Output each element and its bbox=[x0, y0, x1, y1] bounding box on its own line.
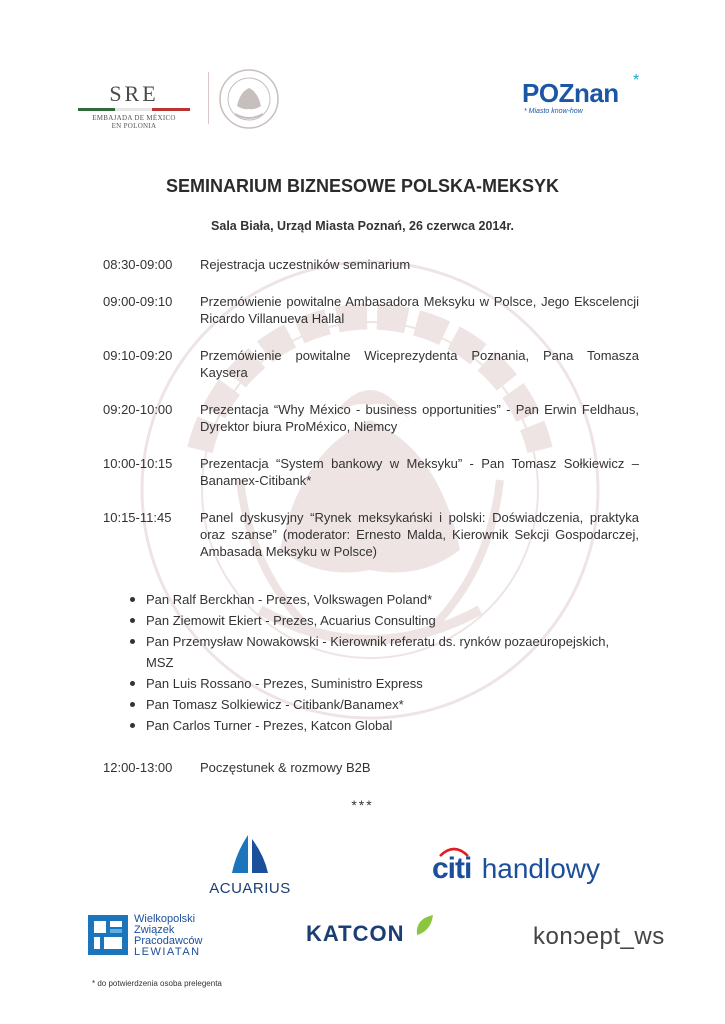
agenda-row bbox=[103, 256, 639, 273]
lewiatan-line: Pracodawców bbox=[134, 935, 203, 947]
acuarius-name: ACUARIUS bbox=[209, 880, 291, 897]
panelist-text: Pan Carlos Turner - Prezes, Katcon Global bbox=[146, 718, 393, 733]
list-item bbox=[130, 715, 640, 736]
agenda-closing bbox=[103, 759, 639, 776]
agenda bbox=[103, 256, 639, 560]
poznan-tagline: * Miasto know-how bbox=[524, 108, 583, 115]
agenda-row bbox=[103, 293, 639, 327]
agenda-text: Przemówienie powitalne Ambasadora Meksyku w Polsce, Jego Ekscelencji Ricardo Villanueva Hallal bbox=[200, 294, 639, 326]
sre-flag-bar bbox=[78, 108, 190, 111]
panelist-text: Pan Luis Rossano - Prezes, Suministro Express bbox=[146, 676, 423, 691]
sre-logo-line2: EN POLONIA bbox=[111, 122, 157, 130]
acuarius-logo bbox=[200, 835, 300, 897]
bullet-icon bbox=[130, 639, 135, 644]
agenda-row bbox=[103, 347, 639, 381]
list-item bbox=[130, 610, 640, 631]
lewiatan-line: LEWIATAN bbox=[134, 946, 201, 958]
lewiatan-square-icon bbox=[88, 915, 128, 955]
lewiatan-line: Wielkopolski bbox=[134, 913, 196, 925]
sre-logo-line1: EMBAJADA DE MÉXICO bbox=[92, 114, 176, 122]
bullet-icon bbox=[130, 618, 135, 623]
agenda-time: 08:30-09:00 bbox=[103, 257, 173, 272]
agenda-text: Prezentacja “System bankowy w Meksyku” - Pan Tomasz Sołkiewicz – Banamex-Citibank* bbox=[200, 456, 639, 488]
sre-logo bbox=[78, 82, 190, 130]
document-title: SEMINARIUM BIZNESOWE POLSKA-MEKSYK bbox=[165, 176, 559, 196]
document-subtitle: Sala Biała, Urząd Miasta Poznań, 26 czerwca 2014r. bbox=[211, 219, 514, 233]
citi-word: handlowy bbox=[481, 853, 601, 884]
panelist-text: Pan Ziemowit Ekiert - Prezes, Acuarius Consulting bbox=[146, 613, 436, 628]
list-item bbox=[130, 673, 640, 694]
citi-mark-text: citi bbox=[432, 852, 472, 885]
bullet-icon bbox=[130, 723, 135, 728]
citi-mark bbox=[432, 852, 479, 885]
agenda-row bbox=[103, 509, 639, 560]
list-item bbox=[130, 631, 640, 673]
panelist-text: Pan Ralf Berckhan - Prezes, Volkswagen Poland* bbox=[146, 592, 433, 607]
agenda-time: 09:10-09:20 bbox=[103, 348, 173, 363]
lewiatan-line: Związek bbox=[134, 924, 175, 936]
list-item bbox=[130, 589, 640, 610]
separator: *** bbox=[351, 797, 374, 813]
agenda-time: 09:00-09:10 bbox=[103, 294, 173, 309]
footnote: * do potwierdzenia osoba prelegenta bbox=[92, 979, 222, 988]
header-divider bbox=[208, 72, 209, 124]
agenda-text: Panel dyskusyjny “Rynek meksykański i polski: Doświadczenia, praktyka oraz szanse” (moderator: Ernesto Malda, Kierownik Sekcji Gospodarczej, Ambasada Meksyku w Polsce) bbox=[200, 510, 639, 559]
leaf-icon bbox=[413, 913, 435, 937]
list-item bbox=[130, 694, 640, 715]
agenda-row bbox=[103, 759, 639, 776]
citi-arc-icon bbox=[438, 845, 470, 857]
agenda-time: 10:15-11:45 bbox=[103, 510, 172, 525]
panelist-text: Pan Tomasz Solkiewicz - Citibank/Banamex* bbox=[146, 697, 404, 712]
katcon-logo: KATCON bbox=[306, 921, 405, 946]
mexico-seal-icon bbox=[218, 68, 280, 130]
poznan-star-icon: * bbox=[633, 72, 640, 89]
agenda-text: Przemówienie powitalne Wiceprezydenta Poznania, Pana Tomasza Kaysera bbox=[200, 348, 639, 380]
bullet-icon bbox=[130, 597, 135, 602]
agenda-row bbox=[103, 455, 639, 489]
poznan-logo bbox=[522, 72, 652, 115]
agenda-text: Prezentacja “Why México - business opportunities” - Pan Erwin Feldhaus, Dyrektor biura ProMéxico, Niemcy bbox=[200, 402, 639, 434]
sail-icon bbox=[228, 835, 272, 875]
panelist-list bbox=[130, 589, 640, 736]
bullet-icon bbox=[130, 681, 135, 686]
koncept-ws-logo: konɔept_ws bbox=[533, 923, 665, 950]
agenda-time: 09:20-10:00 bbox=[103, 402, 173, 417]
poznan-logo-word: POZnan bbox=[522, 78, 619, 108]
sre-logo-mark: SRE bbox=[109, 81, 159, 106]
lewiatan-text bbox=[134, 914, 202, 958]
agenda-time: 12:00-13:00 bbox=[103, 760, 173, 775]
citi-handlowy-logo bbox=[432, 852, 600, 886]
panelist-text: Pan Przemysław Nowakowski - Kierownik referatu ds. rynków pozaeuropejskich, MSZ bbox=[146, 634, 610, 670]
bullet-icon bbox=[130, 702, 135, 707]
agenda-time: 10:00-10:15 bbox=[103, 456, 173, 471]
agenda-text: Rejestracja uczestników seminarium bbox=[200, 257, 411, 272]
agenda-text: Poczęstunek & rozmowy B2B bbox=[200, 760, 371, 775]
agenda-row bbox=[103, 401, 639, 435]
